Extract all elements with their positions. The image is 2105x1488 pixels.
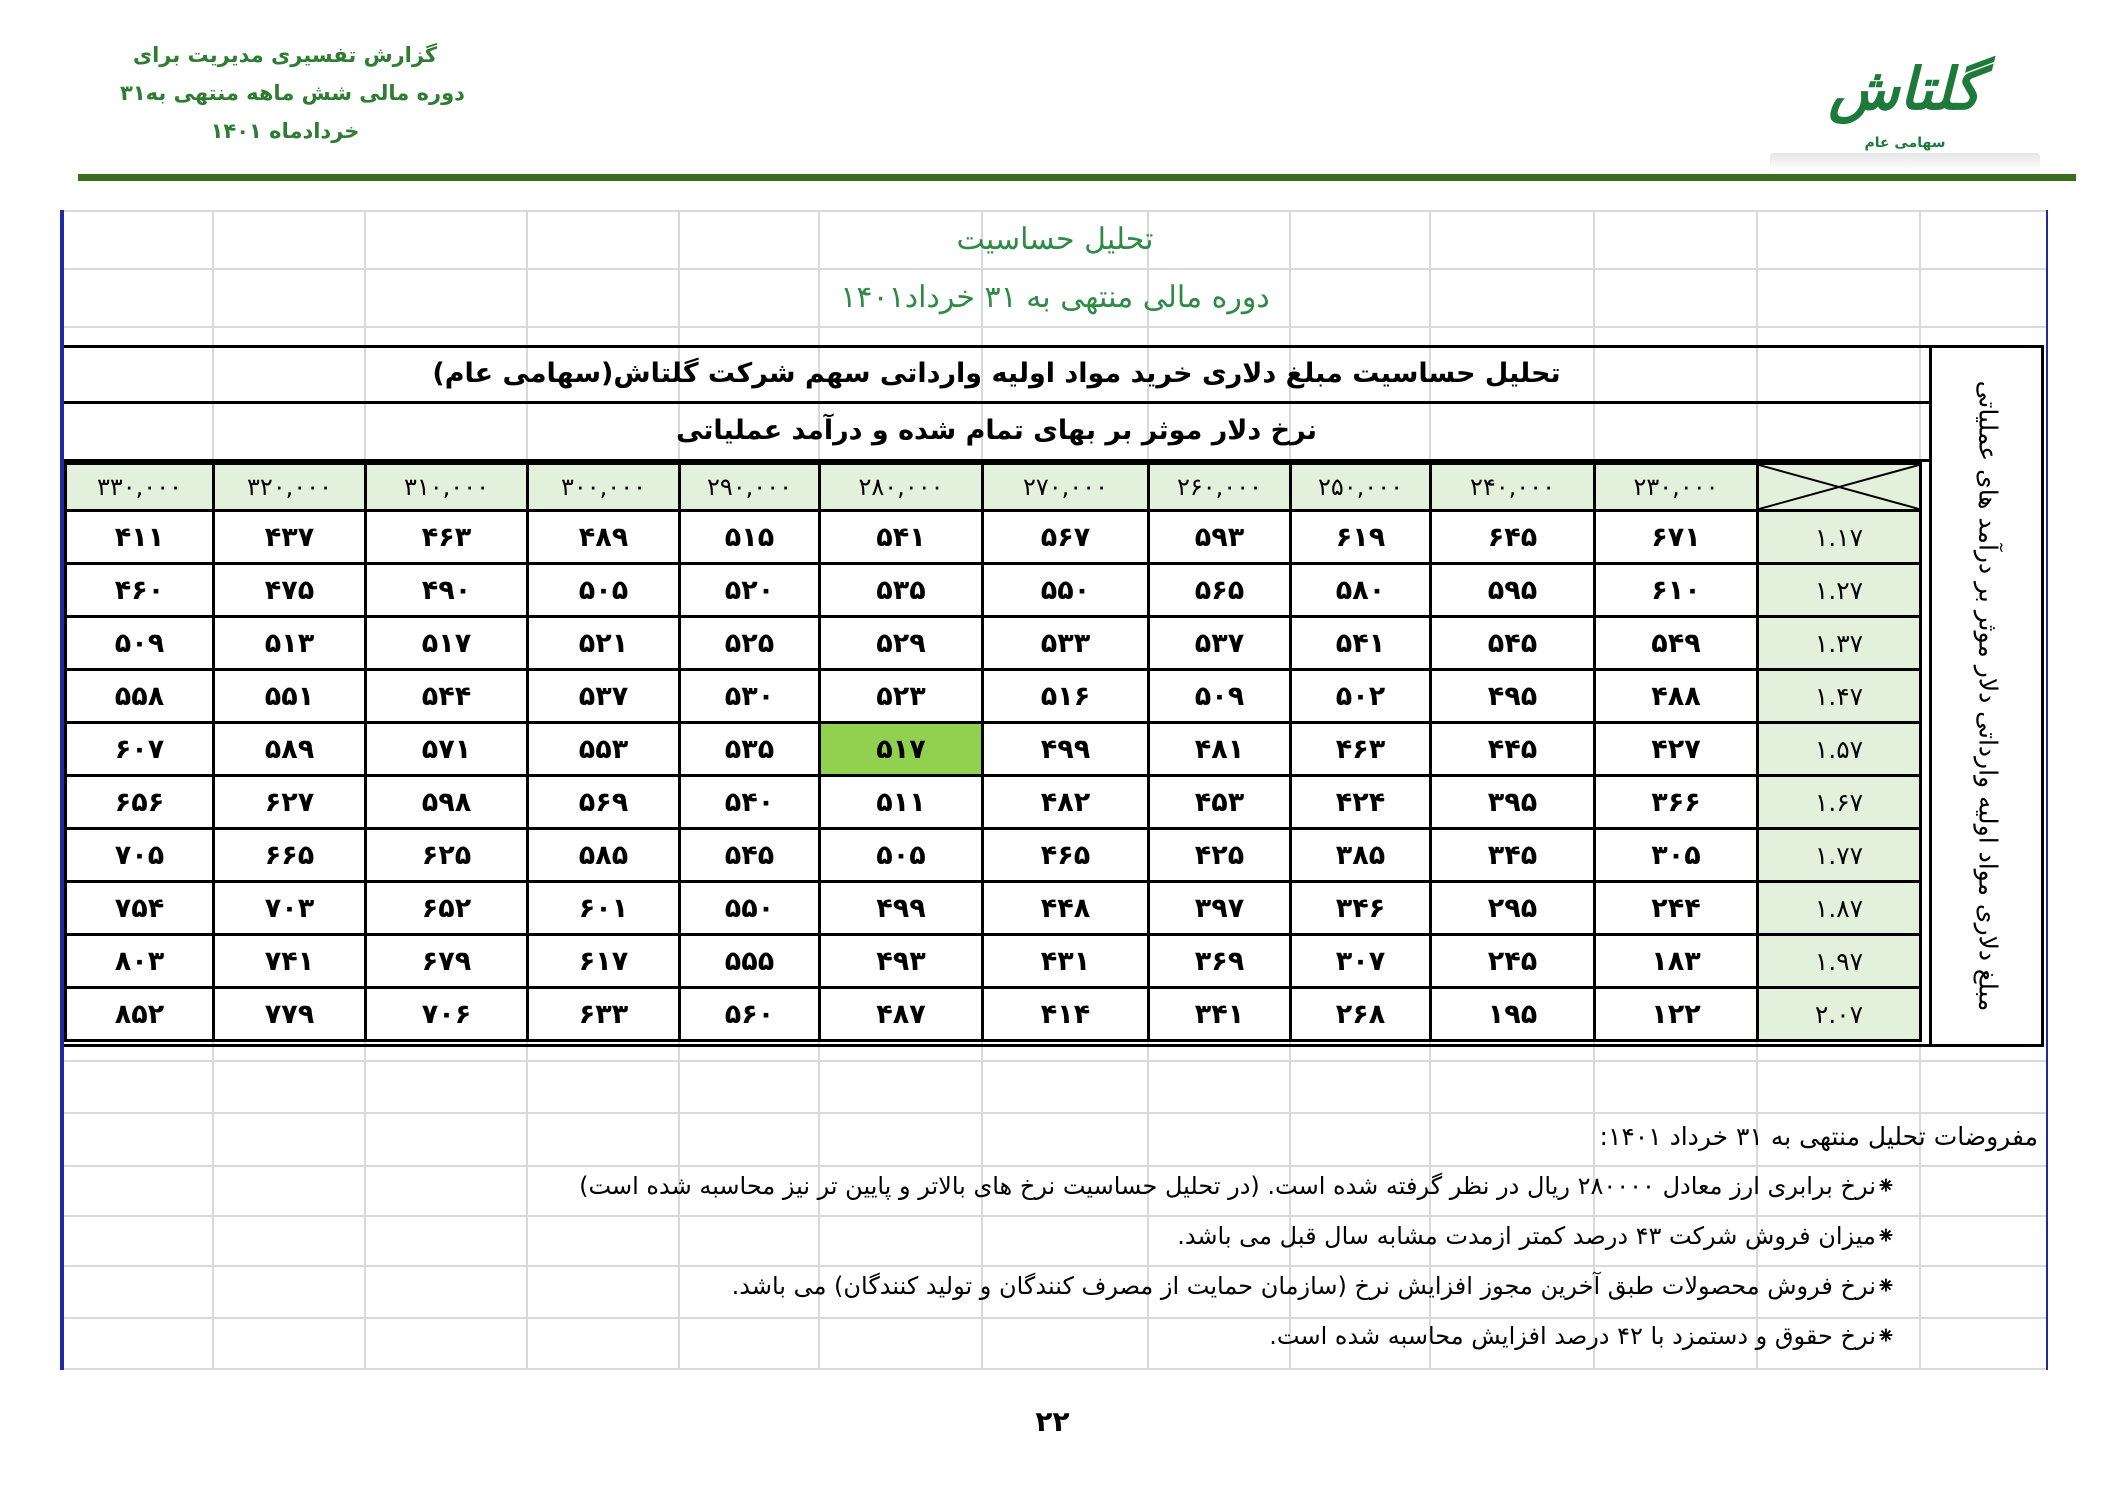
table-cell: ۶۲۷ xyxy=(214,776,366,829)
table-cell: ۵۳۵ xyxy=(820,564,983,617)
row-rate-cell: ۱.۳۷ xyxy=(1758,617,1921,670)
highlighted-cell: ۵۱۷ xyxy=(820,723,983,776)
assumptions-title: مفروضات تحلیل منتهی به ۳۱ خرداد ۱۴۰۱: xyxy=(1599,1122,2038,1151)
table-row xyxy=(66,617,1921,670)
table-row xyxy=(66,988,1921,1041)
period-title: دوره مالی منتهی به ۳۱ خرداد۱۴۰۱ xyxy=(840,280,1270,315)
table-cell: ۵۱۷ xyxy=(366,617,528,670)
table-cell: ۵۶۹ xyxy=(528,776,680,829)
table-cell: ۴۶۰ xyxy=(66,564,214,617)
table-cell: ۵۵۱ xyxy=(214,670,366,723)
table-cell: ۴۹۹ xyxy=(983,723,1149,776)
table-cell: ۴۳۱ xyxy=(983,935,1149,988)
row-rate-cell: ۱.۱۷ xyxy=(1758,511,1921,564)
gridline xyxy=(64,1215,2046,1217)
table-row xyxy=(66,511,1921,564)
table-cell: ۴۴۵ xyxy=(1431,723,1595,776)
table-cell: ۶۰۱ xyxy=(528,882,680,935)
row-rate-cell: ۱.۴۷ xyxy=(1758,670,1921,723)
row-rate-cell: ۱.۶۷ xyxy=(1758,776,1921,829)
table-cell: ۵۴۰ xyxy=(680,776,820,829)
assumption-item: ⁕نرخ برابری ارز معادل ۲۸۰۰۰۰ ریال در نظر گرفته شده است. (در تحلیل حساسیت نرخ های بالاتر و پایین تر نیز محاسبه شده است) xyxy=(579,1172,1896,1200)
table-cell: ۶۶۵ xyxy=(214,829,366,882)
table-cell: ۴۹۳ xyxy=(820,935,983,988)
table-cell: ۲۹۵ xyxy=(1431,882,1595,935)
table-cell: ۵۱۳ xyxy=(214,617,366,670)
table-cell: ۶۱۷ xyxy=(528,935,680,988)
table-cell: ۵۴۹ xyxy=(1595,617,1758,670)
table-cell: ۴۸۹ xyxy=(528,511,680,564)
gridline xyxy=(64,1265,2046,1267)
table-cell: ۴۲۷ xyxy=(1595,723,1758,776)
table-cell: ۵۲۳ xyxy=(820,670,983,723)
table-cell: ۴۶۳ xyxy=(1291,723,1431,776)
row-rate-cell: ۱.۷۷ xyxy=(1758,829,1921,882)
table-cell: ۴۷۵ xyxy=(214,564,366,617)
column-header: ۲۳۰,۰۰۰ xyxy=(1595,464,1758,511)
table-cell: ۵۵۰ xyxy=(983,564,1149,617)
table-cell: ۵۴۵ xyxy=(680,829,820,882)
column-header: ۲۸۰,۰۰۰ xyxy=(820,464,983,511)
column-header: ۳۲۰,۰۰۰ xyxy=(214,464,366,511)
table-cell: ۳۴۶ xyxy=(1291,882,1431,935)
logo-shadow xyxy=(1770,153,2040,171)
table-cell: ۷۷۹ xyxy=(214,988,366,1041)
table-cell: ۶۵۶ xyxy=(66,776,214,829)
gridline xyxy=(64,268,2046,270)
table-cell: ۳۹۷ xyxy=(1149,882,1291,935)
gridline xyxy=(64,1112,2046,1114)
table-cell: ۵۹۳ xyxy=(1149,511,1291,564)
column-header: ۳۱۰,۰۰۰ xyxy=(366,464,528,511)
table-row xyxy=(66,564,1921,617)
table-cell: ۴۲۵ xyxy=(1149,829,1291,882)
table-cell: ۱۹۵ xyxy=(1431,988,1595,1041)
table-cell: ۳۰۵ xyxy=(1595,829,1758,882)
column-header: ۳۳۰,۰۰۰ xyxy=(66,464,214,511)
column-header: ۲۴۰,۰۰۰ xyxy=(1431,464,1595,511)
table-cell: ۸۵۲ xyxy=(66,988,214,1041)
table-cell: ۳۸۵ xyxy=(1291,829,1431,882)
assumption-item: ⁕میزان فروش شرکت ۴۳ درصد کمتر ازمدت مشابه سال قبل می باشد. xyxy=(1177,1222,1896,1250)
table-cell: ۵۹۸ xyxy=(366,776,528,829)
table-cell: ۵۵۳ xyxy=(528,723,680,776)
corner-cell xyxy=(1758,464,1921,511)
table-header-row xyxy=(66,464,1921,511)
column-header: ۲۵۰,۰۰۰ xyxy=(1291,464,1431,511)
table-cell: ۶۱۰ xyxy=(1595,564,1758,617)
table-cell: ۷۰۳ xyxy=(214,882,366,935)
table-cell: ۴۳۷ xyxy=(214,511,366,564)
company-logo xyxy=(1760,55,2050,170)
table-cell: ۵۱۱ xyxy=(820,776,983,829)
table-cell: ۵۴۴ xyxy=(366,670,528,723)
row-rate-cell: ۱.۲۷ xyxy=(1758,564,1921,617)
table-cell: ۵۸۹ xyxy=(214,723,366,776)
table-cell: ۱۸۳ xyxy=(1595,935,1758,988)
table-cell: ۵۳۳ xyxy=(983,617,1149,670)
table-cell: ۵۰۹ xyxy=(1149,670,1291,723)
column-header: ۲۶۰,۰۰۰ xyxy=(1149,464,1291,511)
assumption-item: ⁕نرخ حقوق و دستمزد با ۴۲ درصد افزایش محاسبه شده است. xyxy=(1269,1322,1896,1350)
corner-diagonal-icon xyxy=(1759,465,1919,509)
table-subcaption: نرخ دلار موثر بر بهای تمام شده و درآمد عملیاتی xyxy=(64,404,1929,462)
logo-wordmark: گلتاش xyxy=(1828,55,1982,123)
report-header-line-1: گزارش تفسیری مدیریت برای xyxy=(132,43,438,67)
table-cell: ۵۵۵ xyxy=(680,935,820,988)
row-rate-cell: ۱.۹۷ xyxy=(1758,935,1921,988)
table-cell: ۵۹۵ xyxy=(1431,564,1595,617)
table-cell: ۴۶۵ xyxy=(983,829,1149,882)
table-cell: ۵۰۵ xyxy=(528,564,680,617)
spreadsheet-area xyxy=(60,210,2048,1370)
table-cell: ۵۸۵ xyxy=(528,829,680,882)
table-cell: ۲۶۸ xyxy=(1291,988,1431,1041)
table-cell: ۵۴۵ xyxy=(1431,617,1595,670)
column-header: ۳۰۰,۰۰۰ xyxy=(528,464,680,511)
gridline xyxy=(64,1368,2046,1370)
header-divider xyxy=(78,174,2076,181)
table-cell: ۶۴۵ xyxy=(1431,511,1595,564)
report-header xyxy=(120,36,465,150)
sensitivity-table xyxy=(64,462,1922,1042)
row-axis-label: مبلغ دلاری مواد اولیه وارداتی دلار موثر بر درآمد های عملیاتی xyxy=(1973,380,2003,1012)
table-cell: ۳۴۵ xyxy=(1431,829,1595,882)
table-cell: ۴۶۳ xyxy=(366,511,528,564)
table-cell: ۳۶۶ xyxy=(1595,776,1758,829)
gridline xyxy=(64,1317,2046,1319)
table-cell: ۳۴۱ xyxy=(1149,988,1291,1041)
table-cell: ۵۲۵ xyxy=(680,617,820,670)
row-axis-label-cell xyxy=(1929,348,2041,1044)
table-cell: ۵۸۰ xyxy=(1291,564,1431,617)
table-cell: ۵۶۵ xyxy=(1149,564,1291,617)
table-cell: ۵۵۰ xyxy=(680,882,820,935)
table-cell: ۸۰۳ xyxy=(66,935,214,988)
table-cell: ۴۹۹ xyxy=(820,882,983,935)
table-cell: ۶۵۲ xyxy=(366,882,528,935)
table-cell: ۵۲۹ xyxy=(820,617,983,670)
table-cell: ۶۱۹ xyxy=(1291,511,1431,564)
table-cell: ۶۷۱ xyxy=(1595,511,1758,564)
table-row xyxy=(66,776,1921,829)
table-row xyxy=(66,723,1921,776)
table-cell: ۴۴۸ xyxy=(983,882,1149,935)
table-cell: ۴۸۷ xyxy=(820,988,983,1041)
logo-subtitle: سهامی عام xyxy=(1864,135,1946,151)
assumption-item: ⁕نرخ فروش محصولات طبق آخرین مجوز افزایش نرخ (سازمان حمایت از مصرف کنندگان و تولید کنندگان) می باشد. xyxy=(731,1272,1896,1300)
table-cell: ۶۷۹ xyxy=(366,935,528,988)
table-cell: ۴۵۳ xyxy=(1149,776,1291,829)
table-cell: ۵۴۱ xyxy=(820,511,983,564)
table-cell: ۷۰۵ xyxy=(66,829,214,882)
gridline xyxy=(64,1060,2046,1062)
table-row xyxy=(66,829,1921,882)
report-header-line-3: خردادماه ۱۴۰۱ xyxy=(210,119,360,143)
table-cell: ۴۹۰ xyxy=(366,564,528,617)
row-rate-cell: ۲.۰۷ xyxy=(1758,988,1921,1041)
table-row xyxy=(66,670,1921,723)
gridline xyxy=(64,210,2046,212)
table-cell: ۲۴۴ xyxy=(1595,882,1758,935)
table-cell: ۵۳۵ xyxy=(680,723,820,776)
table-cell: ۴۲۴ xyxy=(1291,776,1431,829)
table-cell: ۱۲۲ xyxy=(1595,988,1758,1041)
table-cell: ۵۴۱ xyxy=(1291,617,1431,670)
page-number: ۲۲ xyxy=(1035,1405,1070,1438)
table-cell: ۴۸۱ xyxy=(1149,723,1291,776)
gridline xyxy=(64,1165,2046,1167)
table-cell: ۵۵۸ xyxy=(66,670,214,723)
table-cell: ۴۱۴ xyxy=(983,988,1149,1041)
table-cell: ۴۸۸ xyxy=(1595,670,1758,723)
column-header: ۲۹۰,۰۰۰ xyxy=(680,464,820,511)
table-cell: ۵۰۵ xyxy=(820,829,983,882)
table-cell: ۵۰۹ xyxy=(66,617,214,670)
table-caption: تحلیل حساسیت مبلغ دلاری خرید مواد اولیه وارداتی سهم شرکت گلتاش(سهامی عام) xyxy=(64,348,1929,404)
column-header: ۲۷۰,۰۰۰ xyxy=(983,464,1149,511)
table-cell: ۳۹۵ xyxy=(1431,776,1595,829)
page-title: تحلیل حساسیت xyxy=(956,222,1154,257)
table-cell: ۴۸۲ xyxy=(983,776,1149,829)
table-cell: ۳۰۷ xyxy=(1291,935,1431,988)
table-cell: ۶۰۷ xyxy=(66,723,214,776)
table-cell: ۵۱۵ xyxy=(680,511,820,564)
table-cell: ۳۶۹ xyxy=(1149,935,1291,988)
table-cell: ۶۳۳ xyxy=(528,988,680,1041)
table-cell: ۵۳۷ xyxy=(528,670,680,723)
gridline xyxy=(64,326,2046,328)
table-cell: ۷۴۱ xyxy=(214,935,366,988)
table-cell: ۲۴۵ xyxy=(1431,935,1595,988)
table-cell: ۶۲۵ xyxy=(366,829,528,882)
table-row xyxy=(66,882,1921,935)
table-cell: ۵۲۱ xyxy=(528,617,680,670)
table-cell: ۷۰۶ xyxy=(366,988,528,1041)
row-rate-cell: ۱.۸۷ xyxy=(1758,882,1921,935)
report-header-line-2: دوره مالی شش ماهه منتهی به۳۱ xyxy=(120,81,465,105)
table-row xyxy=(66,935,1921,988)
table-cell: ۵۳۷ xyxy=(1149,617,1291,670)
table-cell: ۵۶۰ xyxy=(680,988,820,1041)
table-cell: ۴۹۵ xyxy=(1431,670,1595,723)
table-cell: ۴۱۱ xyxy=(66,511,214,564)
table-cell: ۵۷۱ xyxy=(366,723,528,776)
table-cell: ۵۶۷ xyxy=(983,511,1149,564)
row-rate-cell: ۱.۵۷ xyxy=(1758,723,1921,776)
table-cell: ۵۰۲ xyxy=(1291,670,1431,723)
table-cell: ۵۲۰ xyxy=(680,564,820,617)
table-cell: ۵۱۶ xyxy=(983,670,1149,723)
table-cell: ۵۳۰ xyxy=(680,670,820,723)
table-cell: ۷۵۴ xyxy=(66,882,214,935)
